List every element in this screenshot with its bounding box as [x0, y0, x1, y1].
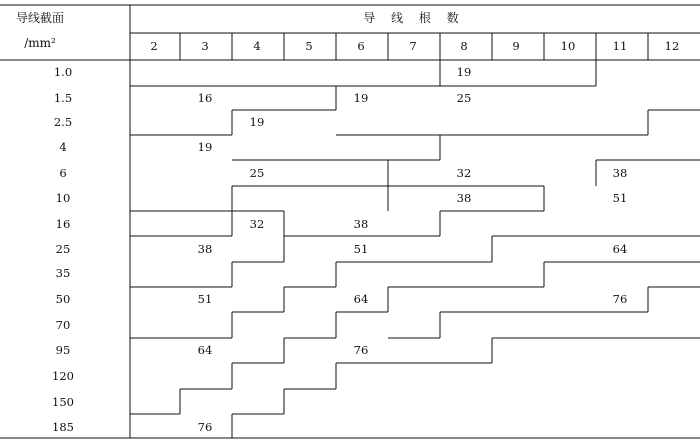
wire-count-headers	[150, 39, 679, 53]
cross-section-label: 70	[55, 318, 71, 332]
cross-section-label: 1.0	[53, 65, 73, 79]
conduit-diameter-value: 64	[197, 343, 213, 357]
cross-section-labels	[52, 65, 74, 434]
cross-section-unit: /mm²	[24, 36, 56, 50]
conduit-diameter-value: 19	[353, 91, 369, 105]
wire-count-8: 8	[460, 39, 468, 53]
conduit-diameter-value: 76	[197, 420, 213, 434]
wire-count-11: 11	[612, 39, 628, 53]
conduit-diameter-value: 32	[456, 166, 472, 180]
conduit-diameter-value: 19	[249, 115, 265, 129]
cross-section-label: 1.5	[53, 91, 73, 105]
conduit-diameter-value: 25	[456, 91, 472, 105]
conduit-diameter-value: 38	[197, 242, 213, 256]
conduit-diameter-value: 64	[612, 242, 628, 256]
conduit-diameter-value: 19	[197, 140, 213, 154]
conduit-diameter-value: 38	[353, 217, 369, 231]
cross-section-label: 50	[55, 292, 71, 306]
conduit-diameter-value: 16	[197, 91, 213, 105]
cross-section-label: 150	[52, 395, 74, 409]
cross-section-label: 95	[55, 343, 71, 357]
conduit-diameter-value: 38	[456, 191, 472, 205]
wire-count-2: 2	[150, 39, 158, 53]
conduit-diameter-value: 32	[249, 217, 265, 231]
conduit-diameter-value: 51	[197, 292, 213, 306]
cross-section-label: 185	[52, 420, 74, 434]
cross-section-label: 35	[55, 266, 71, 280]
wire-count-9: 9	[512, 39, 520, 53]
table-frame	[0, 5, 700, 438]
wire-count-4: 4	[253, 39, 261, 53]
wire-count-6: 6	[357, 39, 365, 53]
conduit-diameter-value: 25	[249, 166, 265, 180]
cross-section-label: 6	[59, 166, 67, 180]
conduit-diameter-value: 76	[612, 292, 628, 306]
cross-section-label: 10	[55, 191, 71, 205]
cross-section-header: 导线截面	[15, 11, 65, 25]
conduit-diameter-value: 19	[456, 65, 472, 79]
conduit-diameter-values	[198, 65, 628, 434]
cross-section-label: 2.5	[53, 115, 73, 129]
conduit-diameter-value: 76	[353, 343, 369, 357]
conduit-diameter-value: 64	[353, 292, 369, 306]
cross-section-label: 120	[52, 369, 74, 383]
wire-count-12: 12	[664, 39, 680, 53]
conduit-diameter-value: 38	[612, 166, 628, 180]
wire-count-3: 3	[201, 39, 209, 53]
cross-section-label: 25	[55, 242, 71, 256]
wire-count-group-header: 导 线 根 数	[363, 11, 465, 25]
conduit-diameter-value: 51	[353, 242, 369, 256]
wire-count-5: 5	[305, 39, 313, 53]
conduit-diameter-value: 51	[612, 191, 628, 205]
wire-count-7: 7	[409, 39, 417, 53]
cross-section-label: 16	[55, 217, 71, 231]
wire-count-10: 10	[560, 39, 576, 53]
cross-section-label: 4	[59, 140, 67, 154]
